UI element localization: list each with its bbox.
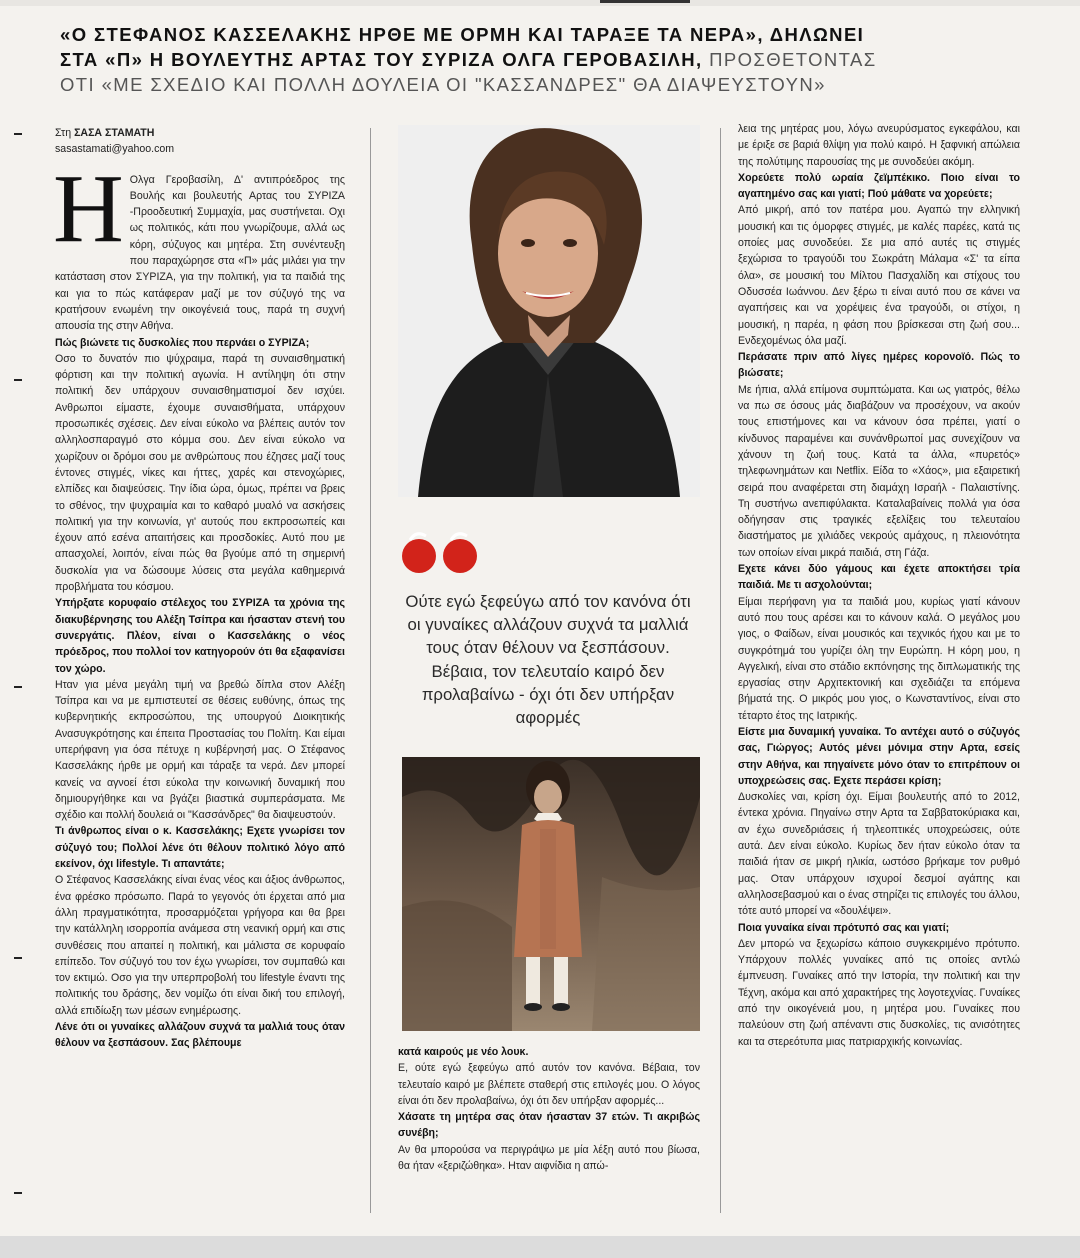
column-divider bbox=[370, 128, 371, 1213]
top-bar bbox=[0, 0, 1080, 6]
byline bbox=[55, 125, 345, 141]
answer-7: Με ήπια, αλλά επίμονα συμπτώματα. Και ως γιατρός, θέλω να πω σε όσους μάς διαβάζουν να προσέχουν, να ακούν τους επιστήμονες και να κάνουν όσα πρέπει, γιατί ο κίνδυνος παραμένει και συνάνθρωποί μας συνεχίζουν να χάνουν τη ζωή τους. Κατά τα άλλα, «πυρετός» τηλεφωνημάτων και Netflix. Είδα το «Χάος», μια εξαιρετική σειρά που αναφέρεται στη διαμάχη Ισραήλ - Παλαιστίνης. Τη συστήνω ανεπιφύλακτα. Καταλαβαίνεις πολλά για όσα οδήγησαν στις τραγικές εξελίξεις του τελευταίου διαστήματος με χιλιάδες νεκρούς αμάχους, η πλειονότητα των οποίων είναι μικρά παιδιά, στη Γάζα. bbox=[738, 383, 1020, 559]
margin-mark bbox=[14, 957, 22, 959]
question-9: Είστε μια δυναμική γυναίκα. Το αντέχει αυτό ο σύζυγός σας, Γιώργος; Αυτός μένει μόνιμα στην Αρτα, εσείς στην Αθήνα, και πηγαίνετε μόνο όταν το επιτρέπουν οι υποχρεώσεις σας. Εχετε περάσει κρίση; bbox=[738, 725, 1020, 787]
question-4: Λένε ότι οι γυναίκες αλλάζουν συχνά τα μαλλιά τους όταν θέλουν να ξεσπάσουν. Σας βλέπουμε bbox=[55, 1021, 345, 1050]
headline-line-1: «Ο ΣΤΕΦΑΝΟΣ ΚΑΣΣΕΛΑΚΗΣ ΗΡΘΕ ΜΕ ΟΡΜΗ ΚΑΙ ΤΑΡΑΞΕ ΤΑ ΝΕΡΑ», ΔΗΛΩΝΕΙ bbox=[60, 24, 865, 45]
answer-8: Είμαι περήφανη για τα παιδιά μου, κυρίως γιατί κάνουν αυτό που τους αρέσει και το κάνουν καλά. Ο μεγάλος μου γιος, ο Φαίδων, είναι μουσικός και τεχνικός ήχου και με το συγκρότημά του γυρίζει όλη την Ευρώπη. Η κόρη μου, η Αγγελική, είναι στο στάδιο εκπόνησης της διπλωματικής της εργασίας στην Αρχιτεκτονική και σχεδιάζει τα επόμενα βήματά της. Ο μικρός μου γιος, ο Κωνσταντίνος, είναι στο τέταρτο έτος της Ιατρικής. bbox=[738, 595, 1020, 722]
answer-5-start: Αν θα μπορούσα να περιγράψω με μία λέξη αυτό που βίωσα, θα ήταν «ξεριζώθηκα». Ηταν αιφνίδια η απώ- bbox=[398, 1143, 700, 1173]
headline-line-2-light: ΠΡΟΣΘΕΤΟΝΤΑΣ bbox=[702, 49, 877, 70]
intro-text: Ολγα Γεροβασίλη, Δ' αντιπρόεδρος της Βουλής και βουλευτής Αρτας του ΣΥΡΙΖΑ -Προοδευτική Συμμαχία, μας συστήνεται. Οχι ως πολιτικός, κάτι που γνωρίζουμε, αλλά ως κόρη, σύζυγος και μητέρα. Στη συνέντευξη που παραχώρησε στα «Π» μάς μιλάει για την κατάσταση στον ΣΥΡΙΖΑ, για την πολιτική, για τα παιδιά της και για το πώς κατάφεραν μαζί με τον σύζυγό της να κρατήσουν ενωμένη την οικογένειά τους, παρά τη συχνή απουσία της στην Αθήνα. bbox=[55, 173, 345, 333]
headline-line-2-bold: ΣΤΑ «Π» Η ΒΟΥΛΕΥΤΗΣ ΑΡΤΑΣ ΤΟΥ ΣΥΡΙΖΑ ΟΛΓΑ ΓΕΡΟΒΑΣΙΛΗ, bbox=[60, 49, 703, 70]
question-6: Χορεύετε πολύ ωραία ζεϊμπέκικο. Ποιο είναι το αγαπημένο σας και γιατί; Πού μάθατε να χορεύετε; bbox=[738, 171, 1020, 201]
byline-prefix: Στη bbox=[55, 127, 75, 139]
archive-photo bbox=[402, 757, 700, 1031]
portrait-illustration bbox=[398, 125, 700, 497]
margin-mark bbox=[14, 379, 22, 381]
column-1 bbox=[55, 125, 345, 1052]
answer-1: Οσο το δυνατόν πιο ψύχραιμα, παρά τη συναισθηματική φόρτιση και την πολιτική αγωνία. Η αντίληψη ότι στην πολιτική δεν υπάρχουν συναισθηματισμοί δεν ισχύει. Ανθρωποι είμαστε, έχουμε συναισθήματα, υπάρχουν προσωπικές σχέσεις. Δεν είναι εύκολο να βλέπεις αυτόν τον αλληλοσπαραγμό στο κόμμα σου. Δεν είναι εύκολο να χωρίζουν οι δρόμοι σου με ανθρώπους που έζησες μαζί τους έντονες στιγμές, νίκες και ήττες, χαρές και στενοχώριες, ελπίδες και διαψεύσεις. Την ίδια ώρα, όμως, πρέπει να βρεις το σθένος, την ψυχραιμία και το καθαρό μυαλό να ασκήσεις πολιτική για την κοινωνία, γι' αυτούς που εκπροσωπείς και έχουν από εσένα απαιτήσεις και προσδοκίες. Αυτό που με απασχολεί, λοιπόν, είναι πώς θα βγούμε από τη σημερινή δυσκολία για να δώσουμε λύσεις στα μεγάλα καθημερινά προβλήματα του κόσμου. bbox=[55, 352, 345, 594]
answer-3: Ο Στέφανος Κασσελάκης είναι ένας νέος και άξιος άνθρωπος, ένα φρέσκο πρόσωπο. Παρά το γεγονός ότι έρχεται από μια άλλη πραγματικότητα, προσαρμόζεται γρήγορα και θα βρει την κατάλληλη ισορροπία ανάμεσα στη νεανική ορμή και στις συνθέσεις που απαιτεί η πολιτική, και μάλιστα σε κορυφαίο επίπεδο. Τον σύζυγό του τον έχω γνωρίσει, τον συμπαθώ και τον εκτιμώ. Οσο για την υπερπροβολή του lifestyle έναντι της πολιτικής του δράσης, δεν νομίζω ότι είναι δική του επιλογή, αλλά επιδίωξη των μέσων ενημέρωσης. bbox=[55, 874, 345, 1017]
question-10: Ποια γυναίκα είναι πρότυπό σας και γιατί; bbox=[738, 921, 950, 934]
question-4-end: κατά καιρούς με νέο λουκ. bbox=[398, 1046, 529, 1058]
answer-9: Δυσκολίες ναι, κρίση όχι. Είμαι βουλευτής από το 2012, έντεκα χρόνια. Πηγαίνω στην Αρτα τα Σαββατοκύριακα και, αν έχω συνεδριάσεις ή τηλεοπτικές υποχρεώσεις, ούτε αυτά. Δεν είναι εύκολο. Κυρίως δεν ήταν εύκολο όταν τα παιδιά ήταν σε μικρή ηλικία, ωστόσο βρήκαμε τον ρυθμό μας. Οταν υπάρχουν ισχυροί δεσμοί αγάπης και αλληλοσεβασμού και ο ένας στηρίζει τις επιλογές του άλλου, τότε αυτό μπορεί να «δουλέψει». bbox=[738, 791, 1020, 918]
answer-2: Ηταν για μένα μεγάλη τιμή να βρεθώ δίπλα στον Αλέξη Τσίπρα και να με εμπιστευτεί σε θέσεις ευθύνης, όπως της κυβερνητικής εκπροσώπου, της υπουργού Διοικητικής Ανασυγκρότησης και έπειτα Προστασίας του Πολίτη. Και είμαι υπερήφανη για όσα πέτυχε η κυβέρνησή μας. Ο Στέφανος Κασσελάκης ήρθε με ορμή και τάραξε τα νερά. Δεν μπορεί κανείς να αγνοεί έτσι εύκολα την κοινωνική δυναμική που δημιουργήθηκε και να βγάζει βιαστικά συμπεράσματα. Με σχέδιο και πολλή δουλειά οι "Κασσάνδρες" θα διαψευστούν. bbox=[55, 678, 345, 822]
portrait-photo bbox=[398, 125, 700, 497]
top-bar-mark bbox=[600, 0, 690, 3]
column-3 bbox=[738, 121, 1020, 1050]
answer-10: Δεν μπορώ να ξεχωρίσω κάποιο συγκεκριμένο πρότυπο. Υπάρχουν πολλές γυναίκες από τις οποίες αντλώ έμπνευση. Γυναίκες από την Ιστορία, την πολιτική και την Τέχνη, ακόμα και από χαρακτήρες της λογοτεχνίας. Γυναίκες από την οικογένειά μου, η μητέρα μου. Γυναίκες που παλεύουν στη ζωή απέναντι στις δυσκολίες, τις ανισότητες και τα στερεότυπα μιας πατριαρχικής κοινωνίας. bbox=[738, 937, 1020, 1048]
page-bottom-edge bbox=[0, 1236, 1080, 1258]
quote-mark-icon bbox=[402, 532, 480, 583]
intro-paragraph bbox=[53, 154, 345, 335]
answer-4: Ε, ούτε εγώ ξεφεύγω από αυτόν τον κανόνα. Βέβαια, τον τελευταίο καιρό με βλέπετε σταθερή στις επιλογές μου. Ο λόγος είναι ότι δεν προλαβαίνω, όχι ότι δεν υπήρξαν αφορμές... bbox=[398, 1062, 700, 1107]
question-3: Τι άνθρωπος είναι ο κ. Κασσελάκης; Εχετε γνωρίσει τον σύζυγό του; Πολλοί λένε ότι θέλουν πολιτικό λόγο από εκείνον, όχι lifestyle. Τι απαντάτε; bbox=[55, 825, 345, 871]
author-email: sasastamati@yahoo.com bbox=[55, 143, 175, 156]
headline-line-2 bbox=[60, 47, 1020, 72]
archive-illustration bbox=[402, 757, 700, 1031]
question-5: Χάσατε τη μητέρα σας όταν ήσασταν 37 ετών. Τι ακριβώς συνέβη; bbox=[398, 1111, 700, 1140]
margin-mark bbox=[14, 686, 22, 688]
dropcap: Η bbox=[53, 154, 124, 263]
pull-quote: Ούτε εγώ ξεφεύγω από τον κανόνα ότι οι γυναίκες αλλάζουν συχνά τα μαλλιά τους όταν θέλουν να ξεσπάσουν. Βέβαια, τον τελευταίο καιρό δεν προλαβαίνω - όχι ότι δεν υπήρξαν αφορμές bbox=[405, 592, 691, 728]
column-2 bbox=[398, 1044, 700, 1174]
author-name: ΣΑΣΑ ΣΤΑΜΑΤΗ bbox=[74, 127, 155, 139]
headline bbox=[60, 22, 1020, 97]
question-7: Περάσατε πριν από λίγες ημέρες κορονοϊό. Πώς το βιώσατε; bbox=[738, 351, 1020, 380]
answer-6: Από μικρή, από τον πατέρα μου. Αγαπώ την ελληνική μουσική και τις όμορφες στιγμές, με καλές παρέες, κατά τις οποίες μας συνοδεύει. Σε μια από αυτές τις στιγμές ξεχώρισα το τραγούδι του Σωκράτη Μάλαμα «Σ' τα είπα όλα», σε μουσική του Μίλτου Πασχαλίδη και στίχους του Οδυσσέα Ιωάννου. Δεν ξέρω τι είναι αυτό που σε κάνει να αγαπήσεις και να χορέψεις ένα τραγούδι, οι στίχοι, η μουσική, η παρέα, η φάση που βρίσκεσαι στη ζωή σου... Ενδεχομένως όλα μαζί. bbox=[738, 204, 1020, 347]
margin-mark bbox=[14, 133, 22, 135]
margin-mark bbox=[14, 1192, 22, 1194]
answer-5-end: λεια της μητέρας μου, λόγω ανευρύσματος εγκεφάλου, και με έριξε σε βαριά θλίψη για πολύ καιρό. Η ξαφνική απώλεια της πολύτιμης παρουσίας της με συνοδεύει ακόμη. bbox=[738, 123, 1020, 168]
column-divider bbox=[720, 128, 721, 1213]
question-1: Πώς βιώνετε τις δυσκολίες που περνάει ο ΣΥΡΙΖΑ; bbox=[55, 336, 310, 349]
headline-line-3: ΟΤΙ «ΜΕ ΣΧΕΔΙΟ ΚΑΙ ΠΟΛΛΗ ΔΟΥΛΕΙΑ ΟΙ "ΚΑΣΣΑΝΔΡΕΣ" ΘΑ ΔΙΑΨΕΥΣΤΟΥΝ» bbox=[60, 74, 826, 95]
question-2: Υπήρξατε κορυφαίο στέλεχος του ΣΥΡΙΖΑ τα χρόνια της διακυβέρνησης του Αλέξη Τσίπρα και ήσασταν στενή του συνεργάτις. Πλέον, είναι ο Κασσελάκης ο νέος πρόεδρος, που πολλοί τον κατηγορούν ότι θα εξαφανίσει τον χώρο. bbox=[55, 597, 345, 675]
question-8: Εχετε κάνει δύο γάμους και έχετε αποκτήσει τρία παιδιά. Με τι ασχολούνται; bbox=[738, 563, 1020, 592]
